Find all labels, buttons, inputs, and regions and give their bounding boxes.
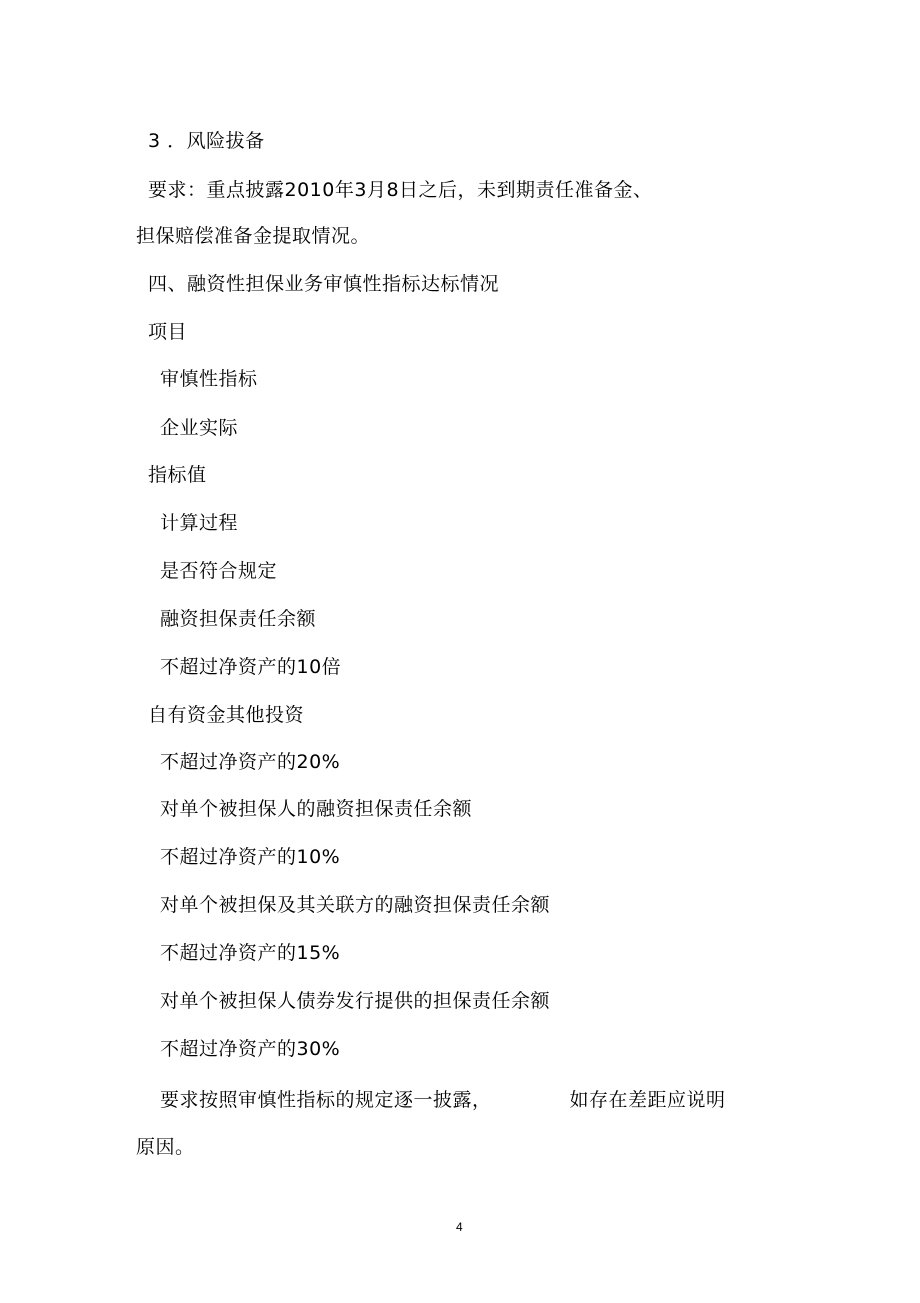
table-row-limit: 不超过净资产的10倍 <box>160 656 342 678</box>
page-number: 4 <box>456 1220 463 1234</box>
closing-requirement-line-1 <box>160 1088 726 1112</box>
section-heading: 3 ．风险拔备 <box>148 130 265 152</box>
table-header-value: 指标值 <box>148 464 207 486</box>
chapter-heading: 四、融资性担保业务审慎性指标达标情况 <box>148 273 500 295</box>
requirement-text-line-2: 担保赔偿准备金提取情况。 <box>136 225 371 247</box>
closing-text-part-1: 要求按照审慎性指标的规定逐一披露， <box>160 1089 492 1111</box>
table-header-item: 项目 <box>148 321 188 343</box>
table-row-limit: 不超过净资产的20% <box>160 751 341 773</box>
table-header-compliance: 是否符合规定 <box>160 560 278 582</box>
table-row-item: 对单个被担保及其关联方的融资担保责任余额 <box>160 894 551 916</box>
table-row-limit: 不超过净资产的15% <box>160 942 341 964</box>
table-row-limit: 不超过净资产的10% <box>160 846 341 868</box>
closing-text-part-2: 如存在差距应说明 <box>569 1089 726 1111</box>
table-row-item: 自有资金其他投资 <box>148 704 305 726</box>
requirement-text-line-1: 要求：重点披露2010年3月8日之后，未到期责任准备金、 <box>148 179 653 201</box>
table-row-item: 对单个被担保人债券发行提供的担保责任余额 <box>160 990 551 1012</box>
closing-requirement-line-2: 原因。 <box>136 1136 195 1158</box>
table-row-limit: 不超过净资产的30% <box>160 1038 341 1060</box>
table-header-indicator: 审慎性指标 <box>160 368 258 390</box>
table-row-item: 融资担保责任余额 <box>160 608 317 630</box>
table-header-actual: 企业实际 <box>160 417 239 439</box>
table-row-item: 对单个被担保人的融资担保责任余额 <box>160 798 473 820</box>
table-header-calculation: 计算过程 <box>160 512 239 534</box>
